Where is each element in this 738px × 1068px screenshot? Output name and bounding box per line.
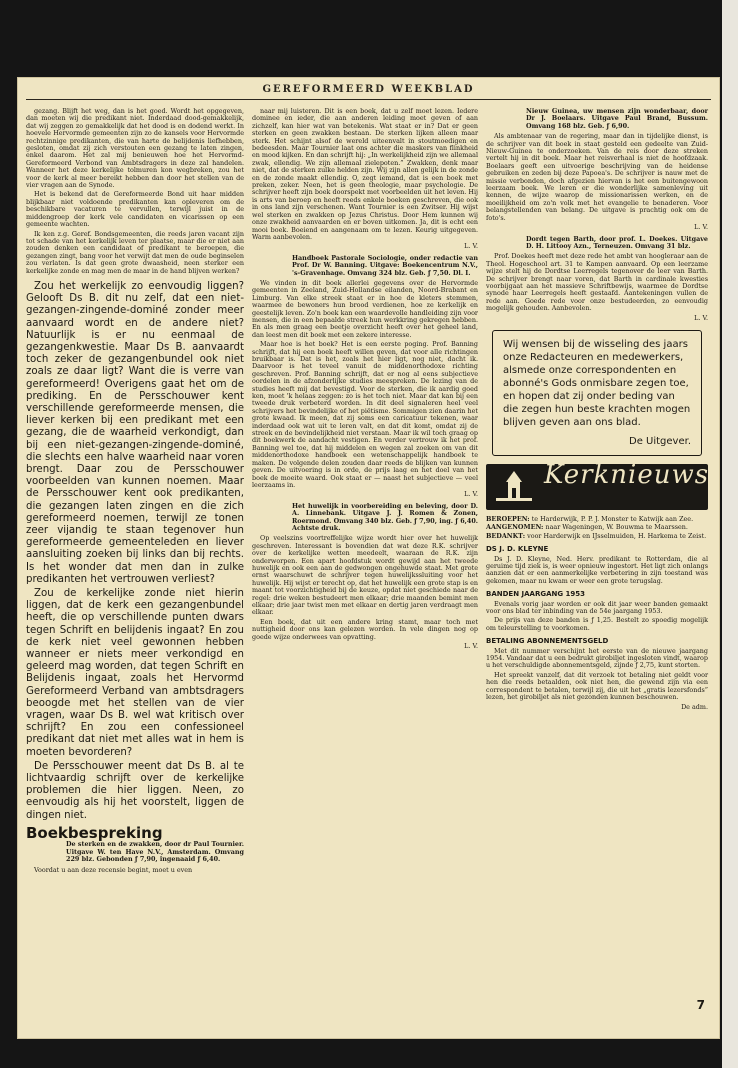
new-year-notice (492, 330, 702, 456)
notice-signature: De Uitgever. (629, 435, 691, 447)
book-reference: Dordt tegen Barth, door prof. L. Doekes. Uitgave D. H. Littooy Azn., Terneuzen. Omvang 31 blz. (526, 234, 708, 250)
paragraph: gezang. Blijft het weg, dan is het goed. Wordt het opgegeven, dan moeten wij die predikant niet. Inderdaad dood-gemakkelijk, dat wij zeggen zo gemakkelijk dat het dood is en dodend werkt. In hoevele Hervormde gemeenten zijn zo de kansels voor Hervormde rechtzinnige predikanten, die van harte de belijdenis liefhebben, gesloten, omdat zij zich verstouten een gezang te laten zingen, enkel daarom. Het zal mij benieuwen hoe het Hervormd-Gereformeerd Verbond van Ambtsdragers in deze zal handelen. Wanneer het deze kerkelijke tolmuren kon wegbreken, zou het voor de kerk al meer bereikt hebben dan door het stellen van de vier vragen aan de Synode. (26, 107, 244, 190)
column-2 (252, 108, 478, 653)
large-paragraph: Zou de kerkelijke zonde niet hierin liggen, dat de kerk een gezangenbundel heeft, die op verschillende punten dwars tegen Schrift en belijdenis ingaat? En zou de kerk niet veel gewonnen hebben wanneer er niets meer verkondigd en geleerd mag worden, dat tegen Schrift en Belijdenis ingaat, zoals het Hervormd Gereformeerd Verband van ambtsdragers beoogde met het stellen van de vier vragen, waar Ds B. wel wat kritisch over schrijft? En zou een confessioneel predikant dat niet met alles wat in hem is moeten bevorderen? (26, 588, 244, 758)
notice-text: Wij wensen bij de wisseling des jaars onze Redacteuren en medewerkers, alsmede onze correspondenten en abonné's Gods onmisbare zegen toe, en hopen dat zij onder beding van die zegen hun beste krachten mogen blijven geven aan ons blad. (503, 338, 691, 428)
paragraph: Voordat u aan deze recensie begint, moet u even (34, 865, 193, 874)
book-reference: De sterken en de zwakken, door dr Paul Tournier. Uitgave W. ten Have N.V., Amsterdam. Omvang 229 blz. Gebonden ƒ 7,90, ingenaaid ƒ 6,40. (66, 840, 244, 864)
paragraph: Met dit nummer verschijnt het eerste van de nieuwe jaargang 1954. Vandaar dat u een bedrukt girobiljet ingesloten vindt, waarop u het verschuldigde abonnementsgeld, zijnde ƒ 2,75, kunt storten. (486, 646, 708, 670)
paragraph: naar mij luisteren. Dit is een boek, dat u zelf moet lezen. Iedere dominee en ieder, die aan anderen leiding moet geven of aan zichzelf, kan hier wat van betekenis. Wat staat er in? Dat er geen sterken en geen zwakken bestaan. De sterken lijken alleen maar sterk. Het schijnt alsof de wereld uiteenvalt in stoutmoedigen en bedeesden. Maar Tournier laat ons achter die maskers van flinkheid en mood kijken. En dan schrijft hij: „In werkelijkheid zijn we allemaal zwak, ellendig. We zijn allemaal zielepoten.” Zwakken, denk maar niet, dat de sterken zulke helden zijn. Wij zijn allen gelijk in de zonde en de zonde maakt ellendig. O, zegt iemand, dat is een boek met preken, zeker. Neen, het is geen theologie, maar psychologie. De schrijver heeft zijn boek doorspekt met voorbeelden uit het leven. Hij is arts van beroep en heeft reeds enkele boeken geschreven, die ook in ons land zijn verschenen. Want Tournier is een Zwitser. Hij wijst wel sterken en zwakken op Jezus Christus. Door Hem kunnen wij onze zwakheid aanvaarden en er boven uitkomen. Ja, dit is echt een mooi boek. Boeiend en aangenaam om te lezen. Keurig uitgegeven. Warm aanbevolen. (252, 107, 478, 241)
book-reference: Het huwelijk in voorbereiding en beleving, door D. A. Linnebank. Uitgave J. J. Romen & Zonen, Roermond. Omvang 340 blz. Geb. ƒ 7,90, ing. ƒ 6,40. Achtste druk. (292, 501, 478, 532)
page-header: GEREFORMEERD WEEKBLAD (262, 84, 475, 95)
signature: L. V. (694, 313, 708, 322)
column-1 (26, 108, 244, 876)
column-3 (486, 108, 708, 714)
signature: L. V. (694, 223, 708, 232)
paragraph: Prof. Doekes heeft met deze rede het ambt van hoogleraar aan de Theol. Hogeschool art. 31 te Kampen aanvaard. Op een leerzame wijze stelt hij de Dordtse Leerregels tegenover de leer van Barth. De schrijver brengt naar voren, dat Barth in cardinale kwesties voorbijgaat aan het massieve Schriftbewijs, waarmee de Dordtse synode haar Leerregels heeft gestaafd. Aantekeningen vullen de rede aan. Goede rede voor onze bestudeerden, zo eenvoudig mogelijk gehouden. Aanbevolen. (486, 252, 708, 313)
scan-edge (722, 0, 738, 1068)
paragraph: De prijs van deze banden is ƒ 1,25. Bestelt zo spoedig mogelijk om teleurstelling te voorkomen. (486, 616, 708, 632)
news-item: BEROEPEN: te Harderwijk, P. P. J. Monster te Katwijk aan Zee. (486, 514, 694, 523)
paragraph: Een boek, dat uit een andere kring stamt, maar toch met nuttigheid door ons kan gelezen worden. In vele dingen nog op goede wijze onderwees van opvatting. (252, 617, 478, 641)
subheading: BANDEN JAARGANG 1953 (486, 590, 586, 599)
paragraph: Maar hoe is het boek? Het is een eerste poging. Prof. Banning schrijft, dat hij een boek heeft willen geven, dat voor alle richtingen bruikbaar is. Dat is het, zoals het hier ligt, nog niet, dacht ik. Daarvoor is het teveel vanuit de middenorthodoxe richting geschreven. Prof. Banning schrijft, dat er nog al eens subjectieve oordelen in de afzonderlijke studies meespreken. De lezing van de studies heeft mij dat bevestigd. Voor de sterken, die ik aardig goed ken, moet 'k helaas zeggen: zo is het toch niet. Maar dat kan bij een tweede druk verbeterd worden. In dit deel signaleren heel veel schrijvers het bevindelijke of het piëtisme. Sommigen zien daarin het grote kwaad. Ik meen, dat zij soms een caricatuur tekenen, waar inderdaad ook wat uit te leren valt, en dat dit komt, omdat zij de streek en de bevindelijkheid niet verstaan. Maar ik wil toch graag op dit boekwerk de aandacht vestigen. En verder vertrouw ik het prof. Banning wel toe, dat hij middelen en wegen zal zoeken om van dit middenorthodoxe handboek een wetenschappelijk handboek te maken. De volgende delen zouden daar reeds de blijken van kunnen geven. De uitvoering is in orde, de prijs laag en het doel van het boek de moeite waard. Ook staat er — naast het subjectieve — veel leerzaams in. (252, 340, 478, 489)
church-icon (492, 468, 536, 506)
newspaper-page (18, 78, 719, 1038)
paragraph: Op veelszins voortreffelijke wijze wordt hier over het huwelijk geschreven. Interessant is bovendien dat wat deze R.K. schrijver over de kerkelijke wetten meedeelt, waaraan de R.K. zijn onderworpen. Een apart hoofdstuk wordt gewijd aan het tweede huwelijk en ook een aan de gedwongen ongehuwde staat. Met grote ernst waarschuwt de schrijver tegen huwelijkssluiting voor het huwelijk. Hij wijst er terecht op, dat het huwelijk een grote stap is en maant tot voorzichtigheid bij de keuze, opdat niet geschiede naar de regel: drie weken bestudeert men elkaar; drie maanden bemint men elkaar; drie jaar twist men met elkaar en dertig jaren verdraagt men elkaar. (252, 534, 478, 617)
page-number: 7 (696, 998, 705, 1012)
subheading: DS J. D. KLEYNE (486, 545, 549, 554)
section-title: Boekbespreking (26, 823, 163, 842)
paragraph: Het spreekt vanzelf, dat dit verzoek tot betaling niet geldt voor hen die reeds betaalden, ook niet hen, die gewend zijn via een correspondent te betalen, terwijl zij, die uit het „gratis lezersfonds” lezen, het girobiljet als niet gezonden kunnen beschouwen. (486, 670, 708, 702)
paragraph: Ds J. D. Kleyne, Ned. Herv. predikant te Rotterdam, die al geruime tijd ziek is, is weer opnieuw ingestort. Het ligt zich onlangs aanzien dat er een aanmerkelijke verbetering in zijn toestand was gekomen, maar nu kwam er weer een grote terugslag. (486, 554, 708, 585)
paragraph: Evenals vorig jaar worden er ook dit jaar weer banden gemaakt voor ons blad ter inbinding van de 54e jaargang 1953. (486, 599, 708, 616)
signature: L. V. (464, 642, 478, 651)
news-item: AANGENOMEN: naar Wageningen, W. Bouwma te Maarssen. (486, 523, 688, 532)
signature: De adm. (681, 702, 708, 711)
paragraph: Als ambtenaar van de regering, maar dan in tijdelijke dienst, is de schrijver van dit boek in staat gesteld een gedeelte van Zuid-Nieuw-Guinea te onderzoeken. Van de reis door deze streken vertelt hij in dit boek. Maar het reisverhaal is niet de hoofdzaak. Boelaars geeft een uitvoerige beschrijving van de heidense gebruiken en zeden bij deze Papoea's. De schrijver is nauw met de missie verbonden, doch afgezien hiervan is het een buitengewoon leerzaam boek. We leren er die wonderlijke samenleving uit kennen, de wijze waarop de missionarissen werken, en de moeilijkheid om zo'n volk met het evangelie te benaderen. Voor belangstellenden van belang. De uitgave is prachtig ook om de foto's. (486, 132, 708, 222)
paragraph: We vinden in dit boek allerlei gegevens over de Hervormde gemeenten in Zeeland, Zuid-Hollandse eilanden, Noord-Brabant en Limburg. Van elke streek staat er in hoe de kleters stemmen, waarmee de bewoners hun brood verdienen, hoe ze kerkelijk en geestelijk leven. Zo'n boek kan een waardevolle handleiding zijn voor mensen, die in een bepaalde streek hun werkkring gekregen hebben. En als men graag een beetje overzicht heeft over het geheel land, dan leest men dit boek met een zekere interesse. (252, 278, 478, 339)
subheading: BETALING ABONNEMENTSGELD (486, 637, 609, 646)
kerknieuws-title: Kerknieuws (544, 459, 710, 490)
large-paragraph: De Persschouwer meent dat Ds B. al te lichtvaardig schrijft over de kerkelijke problemen die hier liggen. Neen, zo eenvoudig als hij het voorstelt, liggen de dingen niet. (26, 760, 244, 821)
large-paragraph: Zou het werkelijk zo eenvoudig liggen? Gelooft Ds B. dit nu zelf, dat een niet-gezangen-zingende-dominé zonder meer aanvaard wordt en de andere niet? Natuurlijk is er nu eenmaal de gezangenkwestie. Maar Ds B. aanvaardt toch zeker de gezangenbundel ook niet zoals ze daar ligt? Want die is verre van gereformeerd! Overigens gaat het om de prediking. En de Persschouwer kent verschillende gereformeerde mensen, die liever kerken bij een predikant met een gezang, die de waarheid verkondigt, dan bij een niet-gezangen-zingende-dominé, die slechts een halve waarheid naar voren brengt. Daar zou de Persschouwer voorbeelden van kunnen noemen. Maar de Persschouwer kent ook predikanten, die gezangen laten zingen en die zich gereformeerd noemen, terwijl ze tonen zeer vijandig te staan tegenover hun gereformeerde gemeenteleden en liever aansluiting zoeken bij links dan bij rechts. Is het wonder dat men dan in zulke predikanten het vertrouwen verliest? (26, 280, 244, 585)
news-item: BEDANKT: voor Harderwijk en IJsselmuiden, H. Harkema te Zeist. (486, 531, 707, 540)
signature: L. V. (464, 242, 478, 251)
kerknieuws-banner (486, 459, 710, 510)
paragraph: Ik ken z.g. Geref. Bondsgemeenten, die reeds jaren vacant zijn tot schade van het kerkelijk leven ter plaatse, maar die er niet aan zouden denken een candidaat of predikant te beroepen, die gezangen zingt, bang voor het verwijt dat men de oude beginselen zou verlaten. Is dat geen grote dwaasheid, neen sterker een kerkelijke zonde en mag men de maar in de hand blijven werken? (26, 229, 244, 275)
book-reference: Handboek Pastorale Sociologie, onder redactie van Prof. Dr W. Banning. Uitgave: Boekencentrum N.V., 's-Gravenhage. Omvang 324 blz. Geb. ƒ 7,50. Dl. I. (292, 253, 478, 277)
paragraph: Het is bekend dat de Gereformeerde Bond uit haar midden blijkbaar niet voldoende predikanten kan opleveren om de beschikbare vacaturen te vervullen, terwijl juist in de middengroep der kerk vele candidaten en vicarissen op een gemeente wachten. (26, 190, 244, 229)
header-rule (26, 99, 711, 100)
book-reference: Nieuw Guinea, uw mensen zijn wonderbaar, door Dr J. Boelaars. Uitgave Paul Brand, Bussum. Omvang 168 blz. Geb. ƒ 6,90. (526, 107, 708, 130)
signature: L. V. (464, 490, 478, 499)
